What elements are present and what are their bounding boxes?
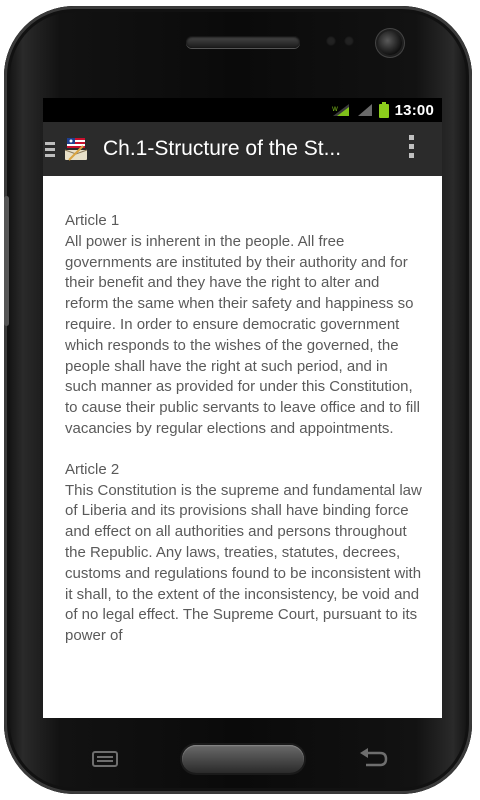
signal-icon — [357, 103, 373, 117]
app-logo-icon[interactable] — [61, 134, 91, 164]
article-heading: Article 1 — [65, 212, 120, 229]
proximity-sensor — [326, 36, 336, 46]
article-body: All power is inherent in the people. All free governments are instituted by their authority and for their benefit and they have the right to alter and reform the same when their safety and happiness so require. In order to ensure democratic government which responds to the wishes of the governed, the people shall have the right at such period, and in such manner as provided for under this Constitution, to cause their public servants to leave office and to fill vacancies by regular elections and appointments. — [65, 232, 420, 437]
earpiece-speaker — [186, 36, 300, 48]
front-camera — [378, 31, 402, 55]
wifi-icon — [331, 103, 351, 117]
article-content[interactable] — [43, 176, 442, 718]
battery-icon — [379, 102, 389, 118]
menu-icon[interactable] — [45, 142, 55, 157]
home-button[interactable] — [182, 745, 304, 773]
light-sensor — [344, 36, 354, 46]
overflow-menu-icon[interactable] — [409, 135, 414, 158]
article-body: This Constitution is the supreme and fundamental law of Liberia and its provisions shall have binding force and effect on all authorities and persons throughout the Republic. Any laws, treaties, statutes, decrees, customs and regulations found to be inconsistent with it shall, to the extent of the inconsistency, be void and of no legal effect. The Supreme Court, pursuant to its power of — [65, 481, 422, 645]
article-heading: Article 2 — [65, 460, 120, 478]
article-1 — [65, 211, 422, 440]
article-2 — [65, 460, 422, 647]
status-bar — [43, 98, 442, 122]
recent-apps-icon[interactable] — [88, 750, 122, 768]
screen — [43, 98, 442, 718]
hardware-navbar — [4, 718, 472, 794]
svg-text:W: W — [331, 106, 338, 113]
back-icon[interactable] — [356, 748, 390, 770]
action-bar — [43, 122, 442, 176]
status-clock: 13:00 — [394, 101, 434, 119]
volume-button — [4, 196, 9, 326]
phone-frame — [4, 6, 472, 794]
screen-title: Ch.1-Structure of the St... — [103, 137, 342, 160]
